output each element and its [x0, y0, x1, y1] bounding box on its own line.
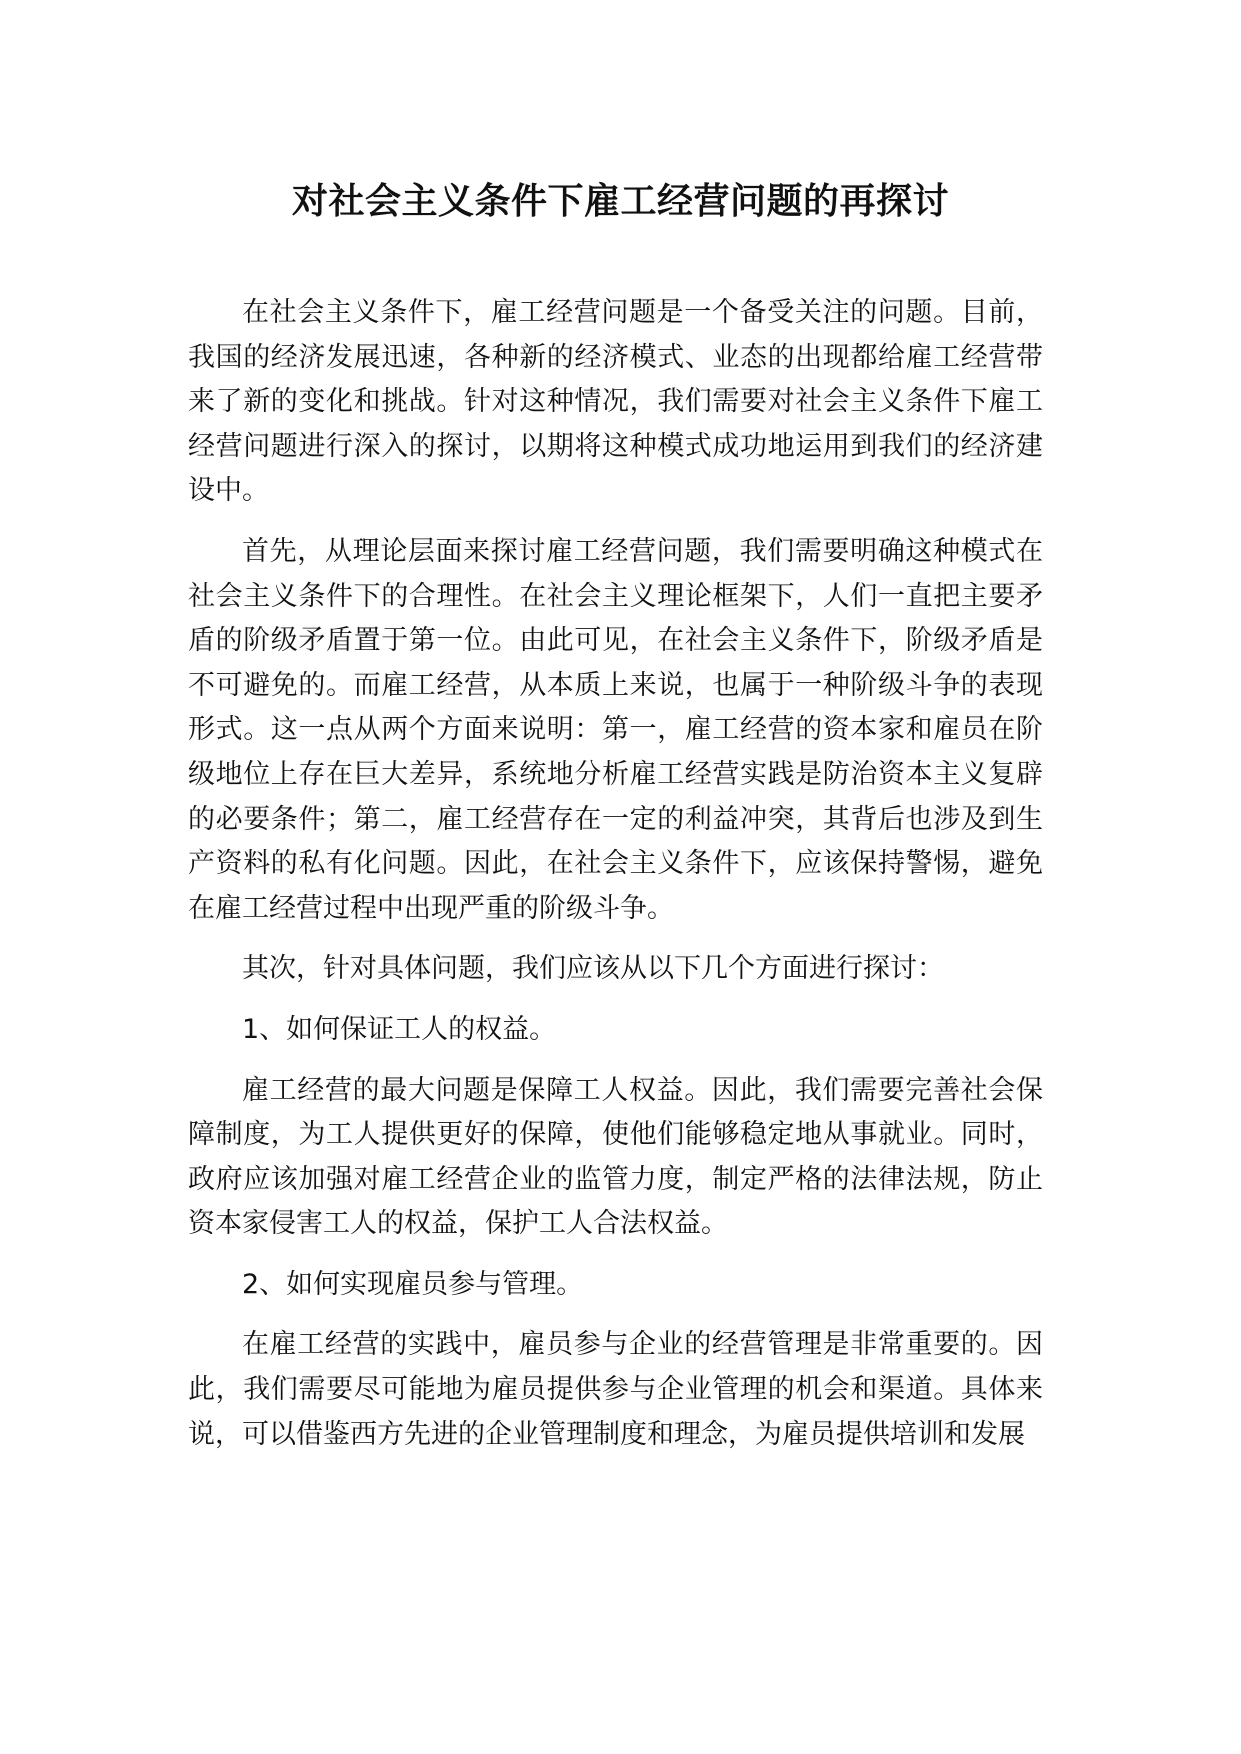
paragraph-theory: 首先，从理论层面来探讨雇工经营问题，我们需要明确这种模式在社会主义条件下的合理性。在社会主义理论框架下，人们一直把主要矛盾的阶级矛盾置于第一位。由此可见，在社会主义条件下，阶级矛盾是不可避免的。而雇工经营，从本质上来说，也属于一种阶级斗争的表现形式。这一点从两个方面来说明：第一，雇工经营的资本家和雇员在阶级地位上存在巨大差异，系统地分析雇工经营实践是防治资本主义复辟的必要条件；第二，雇工经营存在一定的利益冲突，其背后也涉及到生产资料的私有化问题。因此，在社会主义条件下，应该保持警惕，避免在雇工经营过程中出现严重的阶级斗争。 — [188, 535, 1043, 924]
document-body — [188, 291, 1043, 1473]
section-heading-worker-rights: 1、如何保证工人的权益。 — [242, 1013, 557, 1045]
paragraph-next: 其次，针对具体问题，我们应该从以下几个方面进行探讨： — [242, 953, 944, 985]
section-heading-employee-participation: 2、如何实现雇员参与管理。 — [242, 1268, 584, 1300]
paragraph-employee-participation: 在雇工经营的实践中，雇员参与企业的经营管理是非常重要的。因此，我们需要尽可能地为雇员提供参与企业管理的机会和渠道。具体来说，可以借鉴西方先进的企业管理制度和理念，为雇员提供培训和发展 — [188, 1329, 1043, 1450]
paragraph-intro: 在社会主义条件下，雇工经营问题是一个备受关注的问题。目前，我国的经济发展迅速，各种新的经济模式、业态的出现都给雇工经营带来了新的变化和挑战。针对这种情况，我们需要对社会主义条件下雇工经营问题进行深入的探讨，以期将这种模式成功地运用到我们的经济建设中。 — [188, 297, 1043, 507]
document-title: 对社会主义条件下雇工经营问题的再探讨 — [291, 181, 949, 222]
paragraph-worker-rights: 雇工经营的最大问题是保障工人权益。因此，我们需要完善社会保障制度，为工人提供更好的保障，使他们能够稳定地从事就业。同时，政府应该加强对雇工经营企业的监管力度，制定严格的法律法规，防止资本家侵害工人的权益，保护工人合法权益。 — [188, 1074, 1043, 1240]
